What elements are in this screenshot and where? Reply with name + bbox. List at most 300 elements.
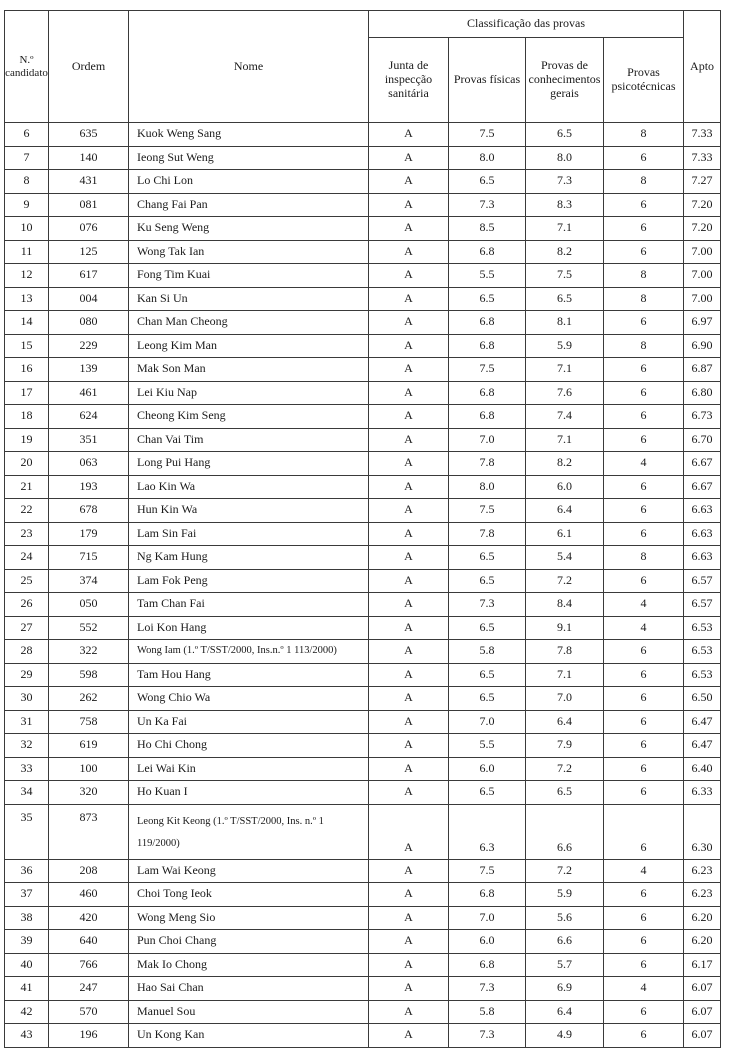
cell-provas-fisicas: 7.5 bbox=[449, 499, 526, 523]
cell-provas-conhecimentos: 7.1 bbox=[526, 217, 604, 241]
header-conhecimentos: Provas de conhecimentos gerais bbox=[526, 38, 604, 123]
table-row bbox=[5, 1000, 721, 1024]
cell-apto: 6.53 bbox=[684, 616, 721, 640]
cell-junta: A bbox=[369, 1024, 449, 1048]
cell-provas-fisicas: 7.5 bbox=[449, 123, 526, 147]
header-num-candidato: N.º candidato bbox=[5, 11, 49, 123]
cell-provas-fisicas: 6.5 bbox=[449, 569, 526, 593]
cell-apto: 6.53 bbox=[684, 663, 721, 687]
cell-provas-conhecimentos: 8.4 bbox=[526, 593, 604, 617]
cell-provas-conhecimentos: 7.9 bbox=[526, 734, 604, 758]
cell-ordem: 619 bbox=[49, 734, 129, 758]
cell-provas-psicotecnicas: 6 bbox=[604, 757, 684, 781]
cell-nome: Pun Choi Chang bbox=[129, 930, 369, 954]
cell-provas-fisicas: 8.0 bbox=[449, 475, 526, 499]
cell-provas-fisicas: 7.0 bbox=[449, 428, 526, 452]
cell-ordem: 635 bbox=[49, 123, 129, 147]
cell-nome: Wong Iam (1.º T/SST/2000, Ins.n.º 1 113/2000) bbox=[129, 640, 369, 664]
cell-num-candidato: 32 bbox=[5, 734, 49, 758]
cell-junta: A bbox=[369, 240, 449, 264]
table-row bbox=[5, 734, 721, 758]
cell-apto: 7.00 bbox=[684, 264, 721, 288]
cell-apto: 6.57 bbox=[684, 593, 721, 617]
cell-provas-conhecimentos: 9.1 bbox=[526, 616, 604, 640]
cell-provas-psicotecnicas: 6 bbox=[604, 930, 684, 954]
cell-provas-psicotecnicas: 6 bbox=[604, 1000, 684, 1024]
cell-num-candidato: 21 bbox=[5, 475, 49, 499]
cell-apto: 6.63 bbox=[684, 546, 721, 570]
cell-num-candidato: 38 bbox=[5, 906, 49, 930]
cell-provas-conhecimentos: 8.2 bbox=[526, 452, 604, 476]
cell-provas-psicotecnicas: 6 bbox=[604, 710, 684, 734]
cell-provas-conhecimentos: 8.1 bbox=[526, 311, 604, 335]
cell-apto: 6.73 bbox=[684, 405, 721, 429]
cell-junta: A bbox=[369, 953, 449, 977]
cell-num-candidato: 41 bbox=[5, 977, 49, 1001]
cell-apto: 7.27 bbox=[684, 170, 721, 194]
cell-apto: 6.17 bbox=[684, 953, 721, 977]
cell-apto: 6.40 bbox=[684, 757, 721, 781]
cell-provas-psicotecnicas: 6 bbox=[604, 405, 684, 429]
cell-ordem: 004 bbox=[49, 287, 129, 311]
cell-provas-fisicas: 5.5 bbox=[449, 734, 526, 758]
cell-ordem: 617 bbox=[49, 264, 129, 288]
cell-provas-conhecimentos: 6.4 bbox=[526, 710, 604, 734]
cell-junta: A bbox=[369, 687, 449, 711]
cell-provas-fisicas: 7.8 bbox=[449, 522, 526, 546]
cell-provas-fisicas: 5.8 bbox=[449, 1000, 526, 1024]
cell-provas-psicotecnicas: 6 bbox=[604, 953, 684, 977]
cell-apto: 6.07 bbox=[684, 1000, 721, 1024]
table-row bbox=[5, 240, 721, 264]
cell-provas-psicotecnicas: 4 bbox=[604, 616, 684, 640]
cell-provas-psicotecnicas: 6 bbox=[604, 522, 684, 546]
table-row bbox=[5, 663, 721, 687]
cell-provas-psicotecnicas: 6 bbox=[604, 217, 684, 241]
cell-junta: A bbox=[369, 859, 449, 883]
cell-provas-psicotecnicas: 6 bbox=[604, 475, 684, 499]
cell-apto: 6.67 bbox=[684, 475, 721, 499]
cell-junta: A bbox=[369, 710, 449, 734]
table-row bbox=[5, 311, 721, 335]
cell-nome: Un Ka Fai bbox=[129, 710, 369, 734]
cell-num-candidato: 6 bbox=[5, 123, 49, 147]
cell-provas-fisicas: 6.5 bbox=[449, 781, 526, 805]
cell-ordem: 208 bbox=[49, 859, 129, 883]
cell-nome: Lao Kin Wa bbox=[129, 475, 369, 499]
table-row bbox=[5, 358, 721, 382]
cell-ordem: 076 bbox=[49, 217, 129, 241]
cell-provas-psicotecnicas: 6 bbox=[604, 640, 684, 664]
cell-nome: Chan Man Cheong bbox=[129, 311, 369, 335]
cell-apto: 7.33 bbox=[684, 123, 721, 147]
cell-provas-conhecimentos: 6.1 bbox=[526, 522, 604, 546]
cell-provas-psicotecnicas: 6 bbox=[604, 311, 684, 335]
cell-nome: Lei Kiu Nap bbox=[129, 381, 369, 405]
table-row bbox=[5, 859, 721, 883]
cell-apto: 6.23 bbox=[684, 883, 721, 907]
cell-nome: Wong Tak Ian bbox=[129, 240, 369, 264]
cell-provas-conhecimentos: 5.7 bbox=[526, 953, 604, 977]
cell-provas-conhecimentos: 7.3 bbox=[526, 170, 604, 194]
cell-num-candidato: 36 bbox=[5, 859, 49, 883]
cell-num-candidato: 29 bbox=[5, 663, 49, 687]
cell-provas-conhecimentos: 6.4 bbox=[526, 499, 604, 523]
cell-ordem: 431 bbox=[49, 170, 129, 194]
cell-ordem: 678 bbox=[49, 499, 129, 523]
cell-provas-fisicas: 6.3 bbox=[449, 804, 526, 859]
table-row bbox=[5, 405, 721, 429]
cell-provas-fisicas: 6.8 bbox=[449, 381, 526, 405]
cell-junta: A bbox=[369, 452, 449, 476]
cell-junta: A bbox=[369, 930, 449, 954]
table-row bbox=[5, 593, 721, 617]
cell-ordem: 758 bbox=[49, 710, 129, 734]
cell-num-candidato: 16 bbox=[5, 358, 49, 382]
cell-junta: A bbox=[369, 264, 449, 288]
cell-nome: Lam Fok Peng bbox=[129, 569, 369, 593]
cell-num-candidato: 30 bbox=[5, 687, 49, 711]
cell-junta: A bbox=[369, 734, 449, 758]
cell-provas-conhecimentos: 6.4 bbox=[526, 1000, 604, 1024]
table-row bbox=[5, 781, 721, 805]
cell-provas-psicotecnicas: 8 bbox=[604, 546, 684, 570]
cell-num-candidato: 11 bbox=[5, 240, 49, 264]
cell-provas-conhecimentos: 6.5 bbox=[526, 781, 604, 805]
cell-ordem: 247 bbox=[49, 977, 129, 1001]
cell-nome: Un Kong Kan bbox=[129, 1024, 369, 1048]
cell-provas-conhecimentos: 7.1 bbox=[526, 358, 604, 382]
cell-num-candidato: 10 bbox=[5, 217, 49, 241]
cell-provas-psicotecnicas: 6 bbox=[604, 804, 684, 859]
cell-ordem: 262 bbox=[49, 687, 129, 711]
cell-num-candidato: 20 bbox=[5, 452, 49, 476]
cell-junta: A bbox=[369, 170, 449, 194]
cell-ordem: 179 bbox=[49, 522, 129, 546]
cell-junta: A bbox=[369, 287, 449, 311]
cell-num-candidato: 40 bbox=[5, 953, 49, 977]
cell-junta: A bbox=[369, 217, 449, 241]
cell-nome: Manuel Sou bbox=[129, 1000, 369, 1024]
cell-apto: 7.33 bbox=[684, 146, 721, 170]
cell-apto: 7.20 bbox=[684, 193, 721, 217]
cell-num-candidato: 42 bbox=[5, 1000, 49, 1024]
cell-ordem: 640 bbox=[49, 930, 129, 954]
cell-num-candidato: 43 bbox=[5, 1024, 49, 1048]
cell-ordem: 081 bbox=[49, 193, 129, 217]
cell-apto: 7.00 bbox=[684, 287, 721, 311]
cell-provas-fisicas: 6.5 bbox=[449, 287, 526, 311]
cell-nome: Ho Kuan I bbox=[129, 781, 369, 805]
cell-nome: Leong Kim Man bbox=[129, 334, 369, 358]
cell-provas-conhecimentos: 6.9 bbox=[526, 977, 604, 1001]
cell-provas-conhecimentos: 5.9 bbox=[526, 334, 604, 358]
cell-provas-conhecimentos: 5.4 bbox=[526, 546, 604, 570]
cell-provas-fisicas: 6.5 bbox=[449, 170, 526, 194]
table-row bbox=[5, 217, 721, 241]
table-row bbox=[5, 930, 721, 954]
cell-apto: 6.90 bbox=[684, 334, 721, 358]
cell-apto: 6.57 bbox=[684, 569, 721, 593]
cell-num-candidato: 27 bbox=[5, 616, 49, 640]
cell-num-candidato: 37 bbox=[5, 883, 49, 907]
cell-provas-psicotecnicas: 6 bbox=[604, 687, 684, 711]
table-row bbox=[5, 616, 721, 640]
table-row bbox=[5, 475, 721, 499]
cell-provas-fisicas: 8.5 bbox=[449, 217, 526, 241]
table-row bbox=[5, 906, 721, 930]
cell-nome: Lei Wai Kin bbox=[129, 757, 369, 781]
header-ordem: Ordem bbox=[49, 11, 129, 123]
cell-nome: Ku Seng Weng bbox=[129, 217, 369, 241]
header-fisicas: Provas físicas bbox=[449, 38, 526, 123]
table-row bbox=[5, 546, 721, 570]
cell-provas-psicotecnicas: 6 bbox=[604, 734, 684, 758]
table-row bbox=[5, 123, 721, 147]
table-row bbox=[5, 710, 721, 734]
cell-apto: 6.30 bbox=[684, 804, 721, 859]
cell-nome: Chan Vai Tim bbox=[129, 428, 369, 452]
cell-junta: A bbox=[369, 977, 449, 1001]
cell-provas-fisicas: 7.3 bbox=[449, 977, 526, 1001]
cell-apto: 6.87 bbox=[684, 358, 721, 382]
cell-nome: Ho Chi Chong bbox=[129, 734, 369, 758]
header-apto: Apto bbox=[684, 11, 721, 123]
cell-provas-conhecimentos: 7.0 bbox=[526, 687, 604, 711]
cell-provas-conhecimentos: 6.0 bbox=[526, 475, 604, 499]
cell-apto: 6.70 bbox=[684, 428, 721, 452]
cell-num-candidato: 14 bbox=[5, 311, 49, 335]
cell-provas-conhecimentos: 7.6 bbox=[526, 381, 604, 405]
cell-ordem: 374 bbox=[49, 569, 129, 593]
cell-junta: A bbox=[369, 522, 449, 546]
cell-provas-conhecimentos: 7.1 bbox=[526, 428, 604, 452]
cell-num-candidato: 13 bbox=[5, 287, 49, 311]
table-row bbox=[5, 428, 721, 452]
cell-nome: Kuok Weng Sang bbox=[129, 123, 369, 147]
cell-junta: A bbox=[369, 499, 449, 523]
table-row bbox=[5, 953, 721, 977]
cell-provas-conhecimentos: 6.5 bbox=[526, 287, 604, 311]
cell-provas-conhecimentos: 4.9 bbox=[526, 1024, 604, 1048]
cell-ordem: 196 bbox=[49, 1024, 129, 1048]
cell-apto: 6.20 bbox=[684, 906, 721, 930]
cell-junta: A bbox=[369, 358, 449, 382]
cell-provas-conhecimentos: 7.2 bbox=[526, 757, 604, 781]
cell-provas-conhecimentos: 8.3 bbox=[526, 193, 604, 217]
cell-junta: A bbox=[369, 311, 449, 335]
cell-provas-fisicas: 7.5 bbox=[449, 358, 526, 382]
cell-provas-fisicas: 6.5 bbox=[449, 546, 526, 570]
cell-provas-psicotecnicas: 6 bbox=[604, 569, 684, 593]
cell-provas-fisicas: 7.3 bbox=[449, 1024, 526, 1048]
cell-provas-psicotecnicas: 6 bbox=[604, 499, 684, 523]
cell-apto: 6.53 bbox=[684, 640, 721, 664]
cell-provas-psicotecnicas: 6 bbox=[604, 240, 684, 264]
cell-provas-conhecimentos: 7.2 bbox=[526, 859, 604, 883]
cell-ordem: 873 bbox=[49, 804, 129, 859]
cell-provas-psicotecnicas: 4 bbox=[604, 593, 684, 617]
table-row bbox=[5, 883, 721, 907]
cell-ordem: 766 bbox=[49, 953, 129, 977]
cell-provas-conhecimentos: 7.5 bbox=[526, 264, 604, 288]
cell-provas-fisicas: 7.3 bbox=[449, 593, 526, 617]
cell-provas-psicotecnicas: 6 bbox=[604, 358, 684, 382]
cell-junta: A bbox=[369, 804, 449, 859]
cell-apto: 6.67 bbox=[684, 452, 721, 476]
cell-nome: Ieong Sut Weng bbox=[129, 146, 369, 170]
cell-junta: A bbox=[369, 663, 449, 687]
cell-nome: Hun Kin Wa bbox=[129, 499, 369, 523]
cell-ordem: 125 bbox=[49, 240, 129, 264]
cell-apto: 6.80 bbox=[684, 381, 721, 405]
cell-junta: A bbox=[369, 381, 449, 405]
cell-nome: Fong Tim Kuai bbox=[129, 264, 369, 288]
cell-provas-psicotecnicas: 6 bbox=[604, 1024, 684, 1048]
cell-provas-psicotecnicas: 6 bbox=[604, 381, 684, 405]
cell-provas-fisicas: 6.0 bbox=[449, 757, 526, 781]
cell-provas-conhecimentos: 5.9 bbox=[526, 883, 604, 907]
cell-nome: Lo Chi Lon bbox=[129, 170, 369, 194]
cell-nome: Tam Hou Hang bbox=[129, 663, 369, 687]
cell-nome: Mak Son Man bbox=[129, 358, 369, 382]
cell-junta: A bbox=[369, 193, 449, 217]
cell-provas-psicotecnicas: 8 bbox=[604, 123, 684, 147]
cell-apto: 6.63 bbox=[684, 522, 721, 546]
cell-num-candidato: 26 bbox=[5, 593, 49, 617]
table-row bbox=[5, 452, 721, 476]
table-row bbox=[5, 287, 721, 311]
cell-num-candidato: 7 bbox=[5, 146, 49, 170]
cell-provas-psicotecnicas: 6 bbox=[604, 146, 684, 170]
cell-provas-fisicas: 7.3 bbox=[449, 193, 526, 217]
cell-nome: Wong Chio Wa bbox=[129, 687, 369, 711]
table-row bbox=[5, 334, 721, 358]
header-nome: Nome bbox=[129, 11, 369, 123]
cell-apto: 6.97 bbox=[684, 311, 721, 335]
table-row bbox=[5, 804, 721, 859]
cell-num-candidato: 15 bbox=[5, 334, 49, 358]
cell-provas-fisicas: 6.8 bbox=[449, 334, 526, 358]
cell-apto: 6.07 bbox=[684, 977, 721, 1001]
cell-provas-psicotecnicas: 4 bbox=[604, 859, 684, 883]
table-row bbox=[5, 381, 721, 405]
header-classificacao: Classificação das provas bbox=[369, 11, 684, 38]
cell-provas-conhecimentos: 5.6 bbox=[526, 906, 604, 930]
cell-provas-conhecimentos: 6.6 bbox=[526, 804, 604, 859]
cell-ordem: 320 bbox=[49, 781, 129, 805]
table-row bbox=[5, 757, 721, 781]
cell-nome: Choi Tong Ieok bbox=[129, 883, 369, 907]
cell-ordem: 460 bbox=[49, 883, 129, 907]
cell-junta: A bbox=[369, 593, 449, 617]
cell-provas-psicotecnicas: 8 bbox=[604, 170, 684, 194]
cell-provas-psicotecnicas: 8 bbox=[604, 264, 684, 288]
cell-num-candidato: 28 bbox=[5, 640, 49, 664]
cell-apto: 6.47 bbox=[684, 734, 721, 758]
cell-num-candidato: 9 bbox=[5, 193, 49, 217]
cell-num-candidato: 31 bbox=[5, 710, 49, 734]
table-row bbox=[5, 977, 721, 1001]
cell-nome: Long Pui Hang bbox=[129, 452, 369, 476]
cell-nome: Tam Chan Fai bbox=[129, 593, 369, 617]
cell-ordem: 420 bbox=[49, 906, 129, 930]
cell-junta: A bbox=[369, 475, 449, 499]
cell-ordem: 461 bbox=[49, 381, 129, 405]
cell-provas-psicotecnicas: 8 bbox=[604, 334, 684, 358]
cell-num-candidato: 22 bbox=[5, 499, 49, 523]
cell-num-candidato: 34 bbox=[5, 781, 49, 805]
cell-provas-fisicas: 6.8 bbox=[449, 953, 526, 977]
cell-nome: Hao Sai Chan bbox=[129, 977, 369, 1001]
cell-junta: A bbox=[369, 1000, 449, 1024]
cell-num-candidato: 33 bbox=[5, 757, 49, 781]
cell-provas-conhecimentos: 8.0 bbox=[526, 146, 604, 170]
cell-provas-conhecimentos: 7.4 bbox=[526, 405, 604, 429]
cell-ordem: 598 bbox=[49, 663, 129, 687]
cell-ordem: 139 bbox=[49, 358, 129, 382]
table-row bbox=[5, 264, 721, 288]
cell-num-candidato: 39 bbox=[5, 930, 49, 954]
cell-provas-conhecimentos: 6.5 bbox=[526, 123, 604, 147]
cell-provas-fisicas: 8.0 bbox=[449, 146, 526, 170]
cell-apto: 6.63 bbox=[684, 499, 721, 523]
cell-num-candidato: 8 bbox=[5, 170, 49, 194]
cell-num-candidato: 18 bbox=[5, 405, 49, 429]
cell-junta: A bbox=[369, 883, 449, 907]
cell-provas-psicotecnicas: 6 bbox=[604, 906, 684, 930]
cell-provas-fisicas: 6.8 bbox=[449, 240, 526, 264]
cell-junta: A bbox=[369, 906, 449, 930]
table-row bbox=[5, 640, 721, 664]
cell-apto: 6.07 bbox=[684, 1024, 721, 1048]
cell-nome: Kan Si Un bbox=[129, 287, 369, 311]
cell-num-candidato: 25 bbox=[5, 569, 49, 593]
table-row bbox=[5, 499, 721, 523]
cell-apto: 6.47 bbox=[684, 710, 721, 734]
cell-ordem: 193 bbox=[49, 475, 129, 499]
cell-provas-fisicas: 6.8 bbox=[449, 311, 526, 335]
cell-provas-psicotecnicas: 6 bbox=[604, 883, 684, 907]
cell-ordem: 100 bbox=[49, 757, 129, 781]
cell-ordem: 050 bbox=[49, 593, 129, 617]
cell-nome: Lam Wai Keong bbox=[129, 859, 369, 883]
cell-nome: Cheong Kim Seng bbox=[129, 405, 369, 429]
cell-nome: Wong Meng Sio bbox=[129, 906, 369, 930]
cell-ordem: 715 bbox=[49, 546, 129, 570]
cell-junta: A bbox=[369, 640, 449, 664]
cell-ordem: 080 bbox=[49, 311, 129, 335]
table-row bbox=[5, 193, 721, 217]
cell-provas-psicotecnicas: 4 bbox=[604, 452, 684, 476]
table-row bbox=[5, 1024, 721, 1048]
cell-provas-fisicas: 5.8 bbox=[449, 640, 526, 664]
cell-num-candidato: 17 bbox=[5, 381, 49, 405]
table-body bbox=[5, 123, 721, 1048]
cell-provas-fisicas: 6.5 bbox=[449, 663, 526, 687]
cell-provas-psicotecnicas: 6 bbox=[604, 781, 684, 805]
header-junta: Junta de inspecção sanitária bbox=[369, 38, 449, 123]
cell-provas-psicotecnicas: 6 bbox=[604, 663, 684, 687]
cell-provas-psicotecnicas: 6 bbox=[604, 428, 684, 452]
cell-provas-fisicas: 7.5 bbox=[449, 859, 526, 883]
cell-provas-fisicas: 6.5 bbox=[449, 616, 526, 640]
cell-ordem: 351 bbox=[49, 428, 129, 452]
cell-provas-fisicas: 6.0 bbox=[449, 930, 526, 954]
cell-provas-conhecimentos: 7.8 bbox=[526, 640, 604, 664]
cell-junta: A bbox=[369, 146, 449, 170]
table-row bbox=[5, 687, 721, 711]
